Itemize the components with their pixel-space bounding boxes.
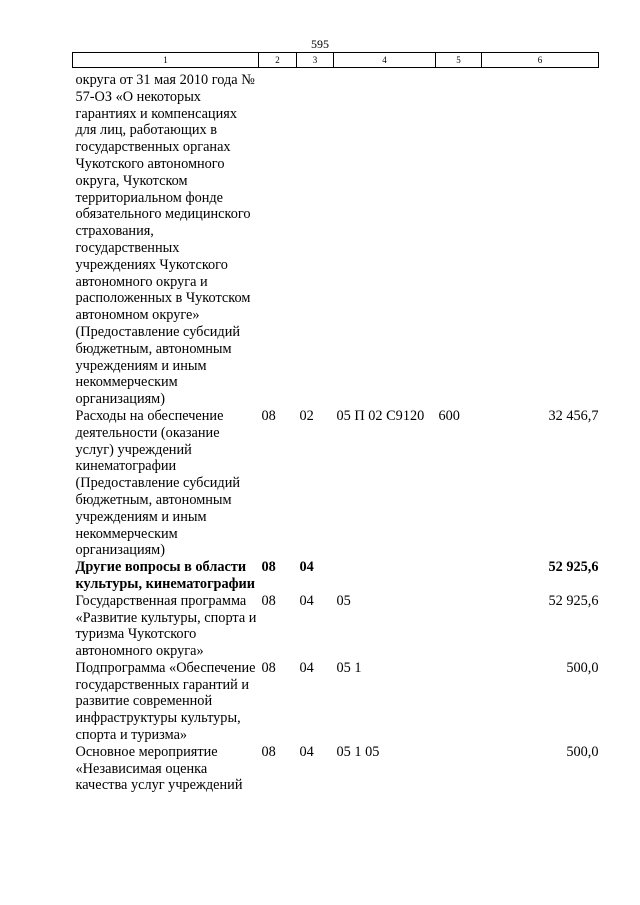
row-target-article: 05 1 05 [336,743,380,760]
row-amount: 500,0 [566,659,599,676]
row-subsection: 02 [299,407,314,424]
row-expense-type [436,593,482,660]
row-section: 08 [261,659,276,676]
row-expense-type [436,660,482,744]
row-subsection [297,68,334,408]
row-subsection: 04 [299,743,314,760]
column-number-4: 4 [334,53,436,68]
row-target-article: 05 1 [336,659,362,676]
row-name: Другие вопросы в области культуры, кинематографии [75,559,256,592]
row-subsection: 04 [299,559,314,576]
row-section [259,68,297,408]
column-number-6: 6 [482,53,599,68]
row-target-article: 05 П 02 С9120 [336,407,425,424]
row-section: 08 [261,559,276,576]
row-expense-type [436,744,482,794]
table-row [73,408,599,559]
budget-table [72,52,599,794]
row-amount: 52 925,6 [548,592,599,609]
row-section: 08 [261,592,276,609]
column-number-3: 3 [297,53,334,68]
row-target-article [334,559,436,593]
row-amount: 500,0 [566,743,599,760]
row-name: Государственная программа «Развитие культуры, спорта и туризма Чукотского автономного округа» [75,592,257,660]
column-number-1: 1 [73,53,259,68]
row-expense-type [436,68,482,408]
column-number-5: 5 [436,53,482,68]
row-section: 08 [261,743,276,760]
table-row [73,744,599,794]
row-expense-type: 600 [438,407,460,424]
page-number: 595 [311,37,329,51]
column-number-2: 2 [259,53,297,68]
table-row [73,660,599,744]
column-number-header [73,53,599,68]
row-name: Расходы на обеспечение деятельности (оказание услуг) учреждений кинематографии (Предоставление субсидий бюджетным, автономным учреждениям и иным некоммерческим организациям) [75,407,241,559]
table-row [73,593,599,660]
row-target-article: 05 [336,592,351,609]
row-amount: 52 925,6 [548,559,599,576]
row-name: Подпрограмма «Обеспечение государственных гарантий и развитие современной инфраструктуры культуры, спорта и туризма» [75,659,256,744]
table-row [73,559,599,593]
row-name: Основное мероприятие «Независимая оценка качества услуг учреждений [75,743,243,794]
row-subsection: 04 [299,659,314,676]
row-name: округа от 31 мая 2010 года № 57-ОЗ «О некоторых гарантиях и компенсациях для лиц, работающих в государственных органах Чукотского автономного округа, Чукотском территориальном фонде обязательного медицинского страхования, государственных учреждениях Чукотского автономного округа и расположенных в Чукотском автономном округе» (Предоставление субсидий бюджетным, автономным учреждениям и иным некоммерческим организациям) [75,72,255,408]
row-section: 08 [261,407,276,424]
row-target-article [334,68,436,408]
row-subsection: 04 [299,592,314,609]
row-amount [482,68,599,408]
row-expense-type [436,559,482,593]
row-amount: 32 456,7 [548,407,599,424]
table-row [73,68,599,408]
